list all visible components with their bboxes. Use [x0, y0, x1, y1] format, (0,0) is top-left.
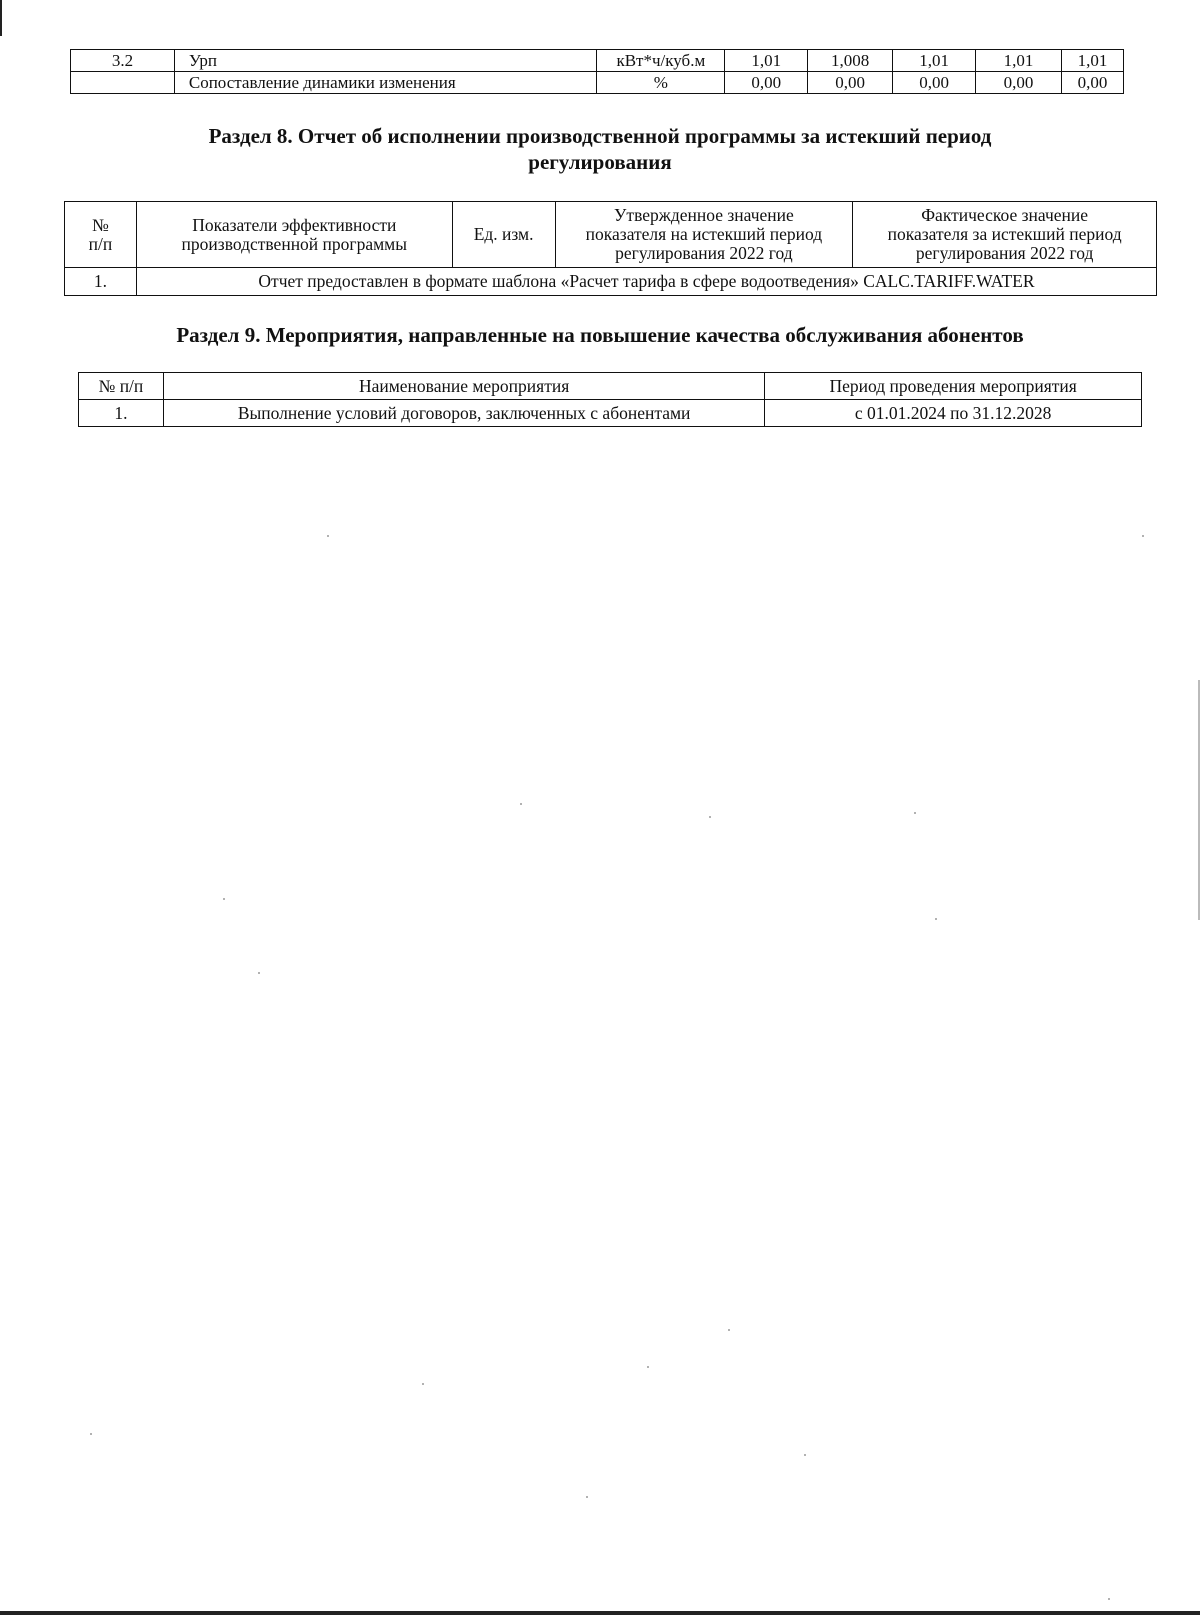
header-actual: Фактическое значение показателя за истекший период регулирования 2022 год [853, 202, 1157, 268]
scan-speck [422, 1383, 424, 1385]
section-9-table [78, 372, 1142, 427]
value-cell: 0,00 [976, 72, 1062, 94]
scan-speck [709, 816, 711, 818]
scan-speck [520, 803, 522, 805]
indicator-continuation-table [70, 49, 1124, 94]
scan-speck [90, 1433, 92, 1435]
table-row [65, 268, 1157, 296]
scan-edge-bottom [0, 1611, 1200, 1615]
section-8-title [0, 123, 1200, 175]
indicator-name: Урп [174, 50, 597, 72]
header-period: Период проведения мероприятия [765, 373, 1142, 400]
measure-period: с 01.01.2024 по 31.12.2028 [765, 400, 1142, 427]
scan-speck [1142, 535, 1144, 537]
table-header-row [65, 202, 1157, 268]
value-cell: 1,01 [1061, 50, 1123, 72]
scan-speck [647, 1366, 649, 1368]
measure-name: Выполнение условий договоров, заключенных с абонентами [163, 400, 764, 427]
unit-cell: кВт*ч/куб.м [597, 50, 725, 72]
header-unit: Ед. изм. [452, 202, 555, 268]
value-cell: 0,00 [808, 72, 893, 94]
section-8-title-line-2: регулирования [528, 150, 672, 174]
scan-speck [586, 1496, 588, 1498]
header-measure-name: Наименование мероприятия [163, 373, 764, 400]
scan-speck [804, 1454, 806, 1456]
section-9-title: Раздел 9. Мероприятия, направленные на повышение качества обслуживания абонентов [176, 323, 1024, 347]
scan-speck [223, 898, 225, 900]
value-cell: 0,00 [725, 72, 808, 94]
value-cell: 1,01 [725, 50, 808, 72]
table-header-row [79, 373, 1142, 400]
header-approved: Утвержденное значение показателя на истекший период регулирования 2022 год [555, 202, 853, 268]
value-cell: 0,00 [893, 72, 976, 94]
scan-speck [1108, 1598, 1110, 1600]
row-number [71, 72, 175, 94]
scan-edge-top-left [0, 0, 2, 36]
header-indicator: Показатели эффективности производственной программы [136, 202, 452, 268]
header-num: № п/п [79, 373, 164, 400]
header-num: № п/п [65, 202, 137, 268]
row-number: 3.2 [71, 50, 175, 72]
scan-speck [914, 812, 916, 814]
scan-speck [935, 918, 937, 920]
value-cell: 0,00 [1061, 72, 1123, 94]
row-number: 1. [79, 400, 164, 427]
table-row [79, 400, 1142, 427]
value-cell: 1,01 [976, 50, 1062, 72]
unit-cell: % [597, 72, 725, 94]
report-note: Отчет предоставлен в формате шаблона «Расчет тарифа в сфере водоотведения» CALC.TARIFF.WATER [136, 268, 1156, 296]
value-cell: 1,008 [808, 50, 893, 72]
scan-speck [728, 1329, 730, 1331]
indicator-name: Сопоставление динамики изменения [174, 72, 597, 94]
row-number: 1. [65, 268, 137, 296]
table-row [71, 50, 1124, 72]
table-row [71, 72, 1124, 94]
scan-speck [327, 535, 329, 537]
scan-speck [258, 972, 260, 974]
section-8-title-line-1: Раздел 8. Отчет об исполнении производственной программы за истекший период [208, 124, 992, 148]
section-8-table [64, 201, 1157, 296]
value-cell: 1,01 [893, 50, 976, 72]
